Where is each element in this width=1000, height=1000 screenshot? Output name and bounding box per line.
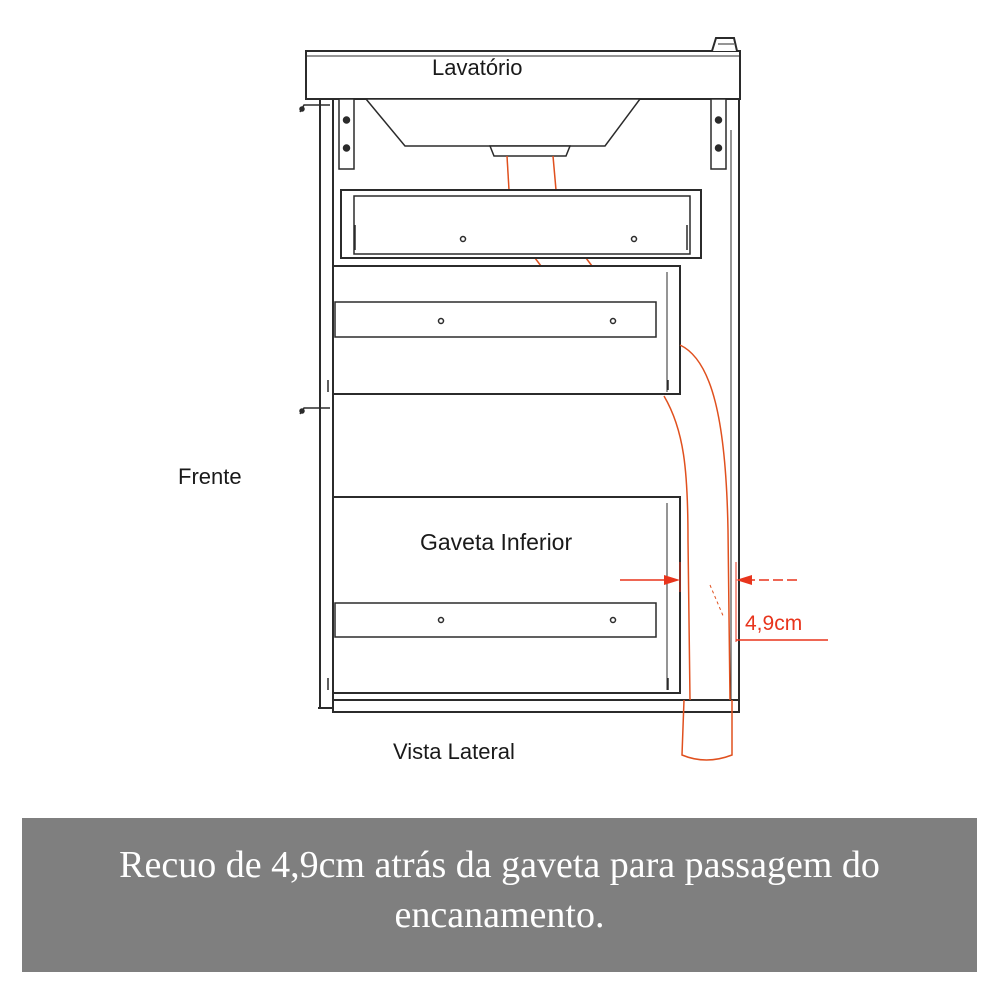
label-gaveta-inferior: Gaveta Inferior — [420, 529, 573, 555]
caption-banner — [22, 818, 977, 972]
lower-drawer — [333, 497, 680, 693]
caption-text: Recuo de 4,9cm atrás da gaveta para passagem do encanamento. — [119, 844, 880, 936]
front-hinges — [300, 105, 330, 690]
sink-basin — [366, 99, 640, 156]
label-frente: Frente — [178, 464, 242, 489]
upper-tray — [341, 190, 701, 258]
upper-drawer — [333, 266, 680, 394]
label-lavatorio: Lavatório — [432, 55, 523, 80]
countertop — [306, 38, 740, 99]
label-vista-lateral: Vista Lateral — [393, 739, 515, 764]
dimension-label: 4,9cm — [745, 612, 803, 635]
